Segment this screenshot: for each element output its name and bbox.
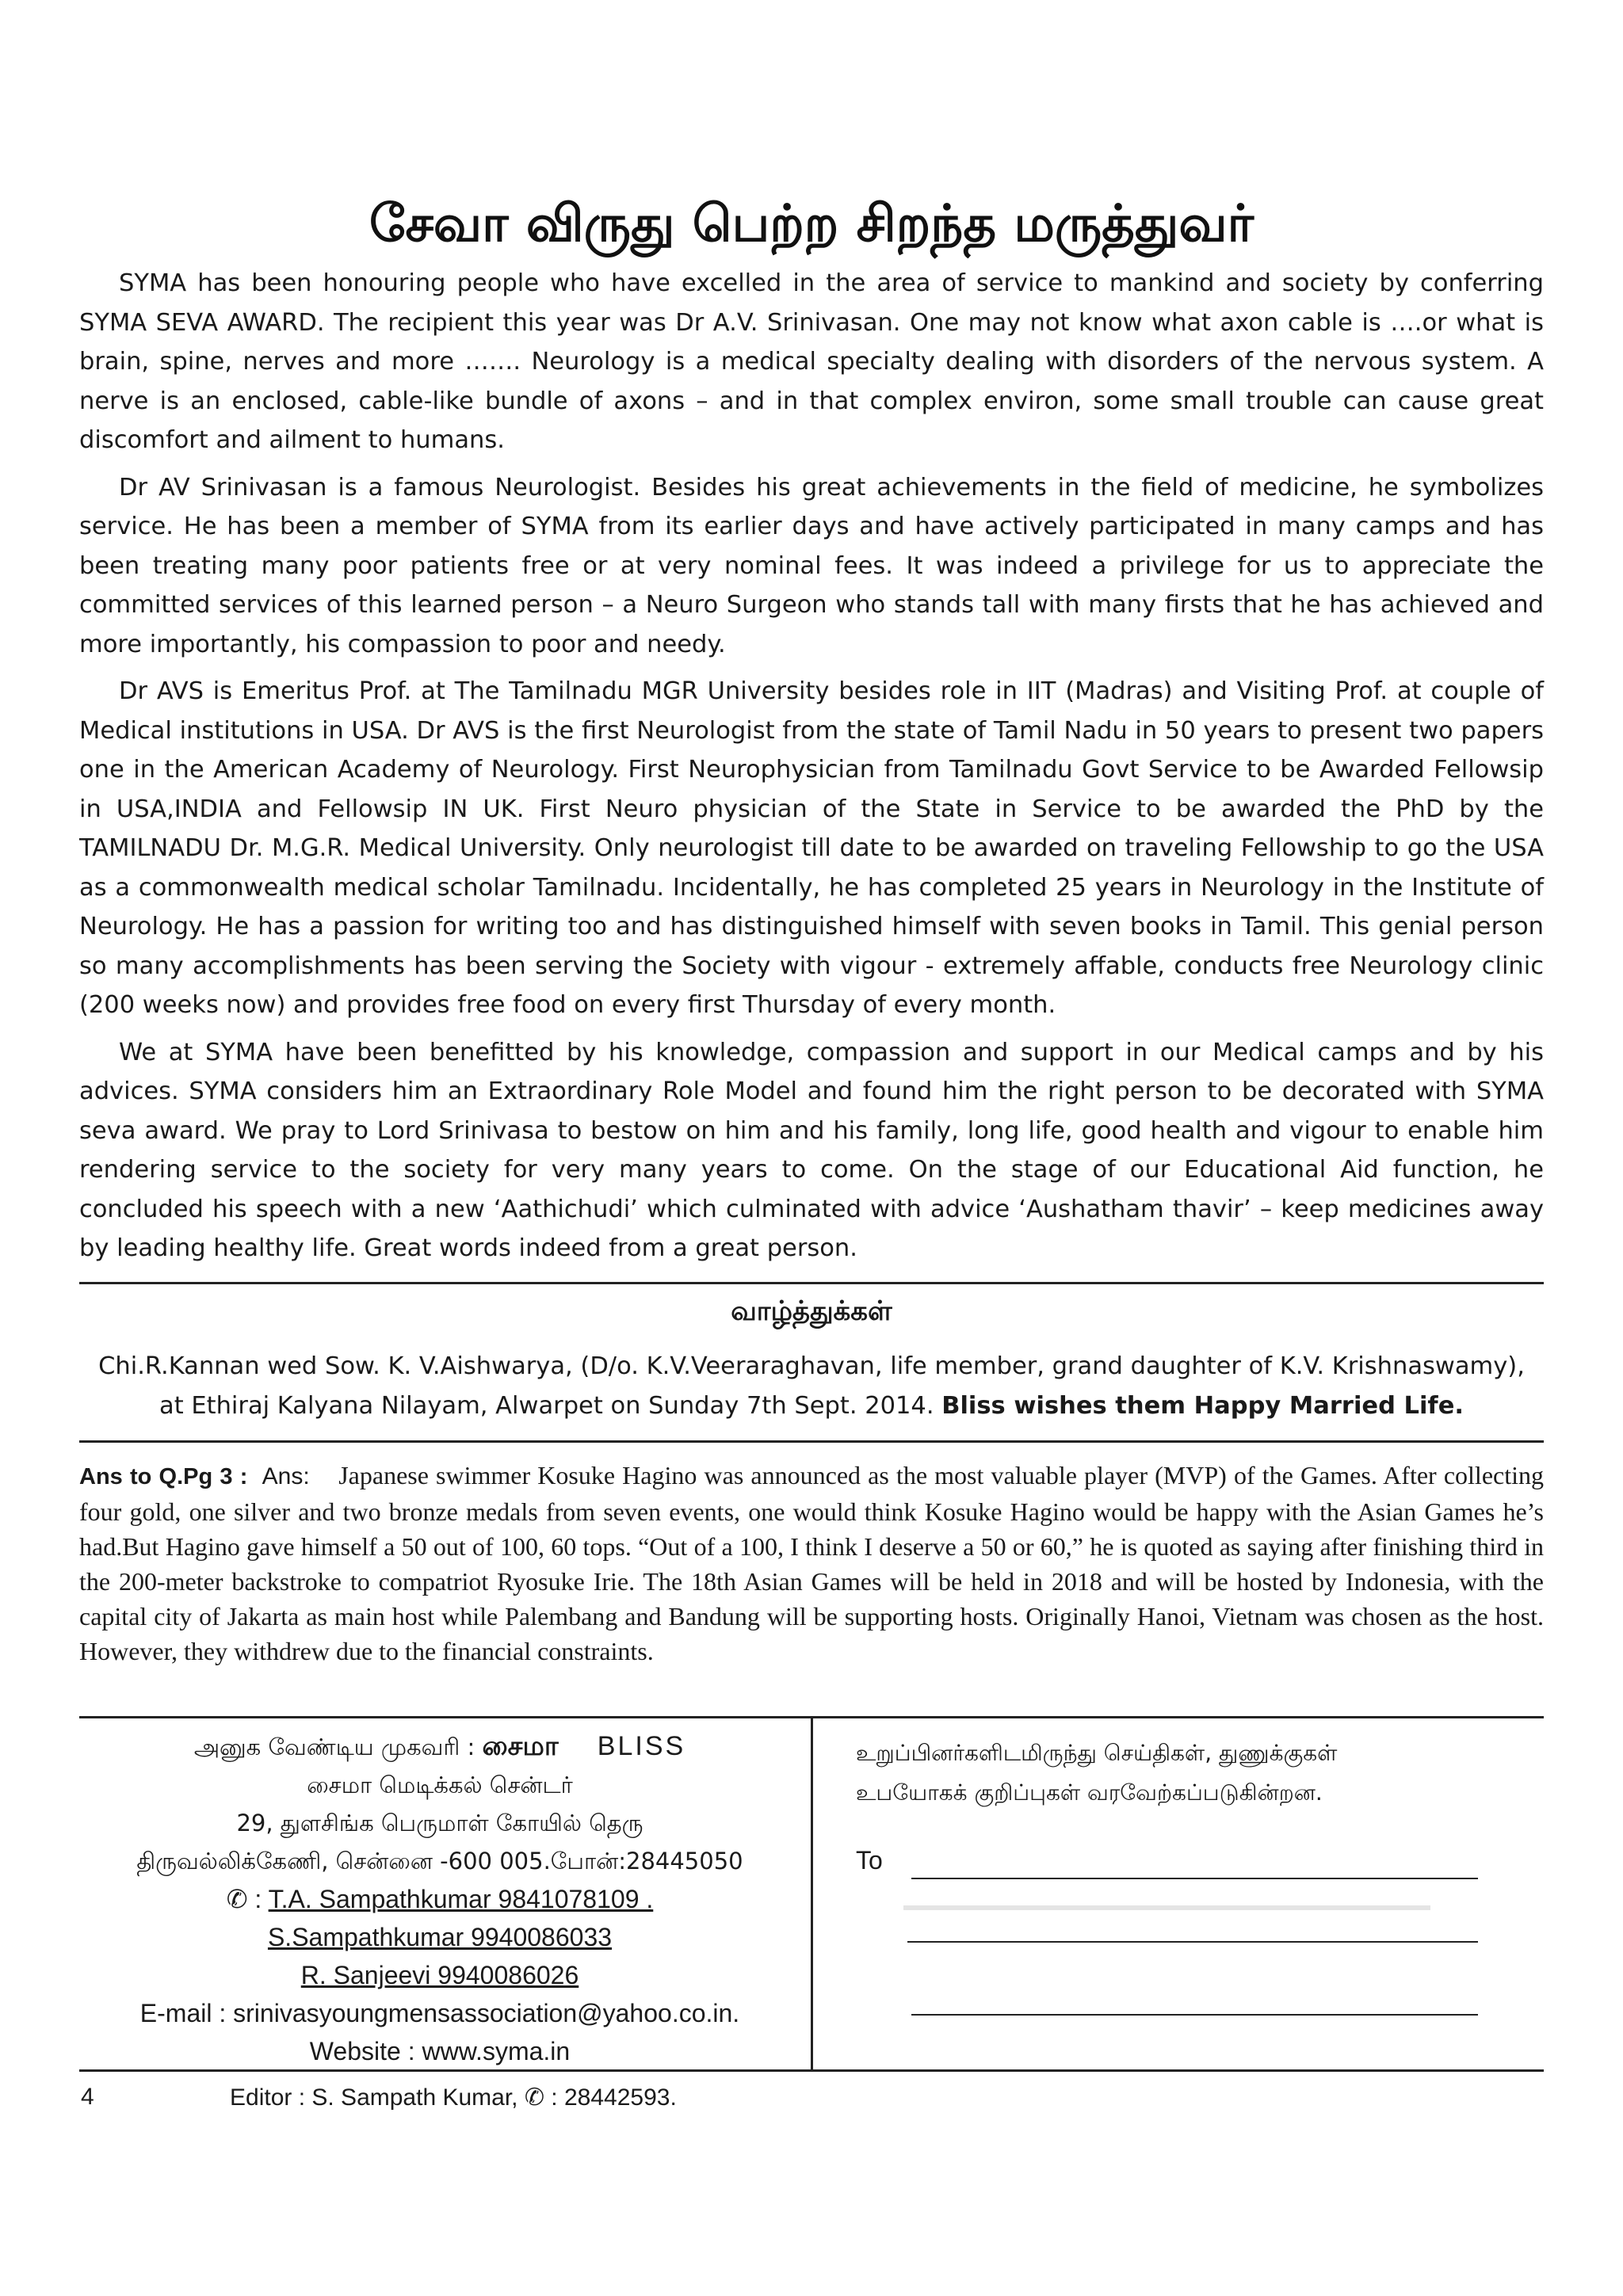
page-title: சேவா விருது பெற்ற சிறந்த மருத்துவர் [369,194,1254,254]
message-block [856,1733,1522,1813]
article-paragraph: SYMA has been honouring people who have excelled in the area of service to mankind and society by conferring SYMA SEVA AWARD. The recipient this year was Dr A.V. Srinivasan. One may not know what axon cable is ….or what is brain, spine, nerves and more ……. Neurology is a medical specialty dealing with disorders of the nervous system. A nerve is an enclosed, cable-like bundle of axons – and in that complex environ, some small trouble can cause great discomfort and ailment to humans. [79,269,1544,454]
address-line-blank [911,2014,1478,2016]
divider [79,1282,1544,1284]
article-paragraph: We at SYMA have been benefitted by his knowledge, compassion and support in our Medical camps and by his advices. SYMA considers him an Extraordinary Role Model and found him the right person to be decorated with SYMA seva award. We pray to Lord Srinivasa to bestow on him and his family, long life, good health and vigour to enable him rendering service to the society for very many years to come. On the stage of our Educational Aid function, he concluded his speech with a new ‘Aathichudi’ which culminated with advice ‘Aushatham thavir’ – keep medicines away by leading healthy life. Great words indeed from a great person. [79,1038,1544,1262]
to-label: To [856,1846,883,1875]
vertical-divider [811,1716,813,2069]
answer-label: Ans to Q.Pg 3 : [79,1464,248,1489]
page-number: 4 [81,2084,94,2110]
greetings-line: at Ethiraj Kalyana Nilayam, Alwarpet on Sunday 7th Sept. 2014. [159,1392,934,1420]
answer-word: Ans: [262,1463,310,1489]
brand-logo-text: BLISS [597,1731,686,1761]
contact-line [79,1880,800,1918]
greetings-title: வாழ்த்துக்கள் [731,1295,892,1327]
greetings-wish: Bliss wishes them Happy Married Life. [941,1392,1464,1420]
contact-name: S.Sampathkumar 9940086033 [267,1923,613,1951]
answer-block [79,1458,1544,1669]
address-prefix: அனுக வேண்டிய முகவரி : [193,1733,475,1760]
faint-line [903,1905,1430,1910]
email-text: E-mail : srinivasyoungmensassociation@yahoo.co.in. [139,1999,740,2027]
address-line-blank [911,1878,1478,1879]
article-paragraph: Dr AV Srinivasan is a famous Neurologist. Besides his great achievements in the field of medicine, he symbolizes service. He has been a member of SYMA from its earlier days and have actively participated in many camps and has been treating many poor patients free or at very nominal fees. It was indeed a privilege for us to appreciate the committed services of this learned person – a Neuro Surgeon who stands tall with many firsts that he has achieved and more importantly, his compassion to poor and needy. [79,473,1544,658]
address-line: 29, துளசிங்க பெருமாள் கோயில் தெரு [236,1810,643,1836]
address-line: சைமா மெடிக்கல் சென்டர் [307,1772,573,1798]
answer-text: Japanese swimmer Kosuke Hagino was announced as the most valuable player (MVP) of the Games. After collecting four gold, one silver and two bronze medals from seven events, one would think Kosuke Hagino would be happy with the Asian Games he’s had.But Hagino gave himself a 50 out of 100, 60 tops. “Out of a 100, I think I deserve a 50 or 60,” he is quoted as saying after finishing third in the 200-meter backstroke to compatriot Ryosuke Irie. The 18th Asian Games will be held in 2018 and will be hosted by Indonesia, with the capital city of Jakarta as main host while Palembang and Bandung will be supporting hosts. Originally Hanoi, Vietnam was chosen as the host. However, they withdrew due to the financial constraints. [79,1461,1545,1665]
contact-name: T.A. Sampathkumar 9841078109 . [268,1885,654,1913]
greetings-line-2 [79,1386,1544,1426]
divider [79,1440,1544,1443]
address-line-blank [907,1941,1478,1943]
message-line: உபயோகக் குறிப்புகள் வரவேற்கப்படுகின்றன. [856,1779,1323,1806]
greetings-line: Chi.R.Kannan wed Sow. K. V.Aishwarya, (D/o. K.V.Veeraraghavan, life member, grand daughter of K.V. Krishnaswamy), [98,1352,1525,1380]
brand-name: சைமா [482,1731,559,1761]
website-text: Website : www.syma.in [309,2037,571,2065]
message-line: உறுப்பினர்களிடமிருந்து செய்திகள், துணுக்குகள் [856,1740,1338,1766]
editor-credit: Editor : S. Sampath Kumar, ✆ : 28442593. [230,2084,677,2111]
divider [79,2069,1544,2072]
address-line: திருவல்லிக்கேணி, சென்னை -600 005.போன்:28445050 [136,1848,743,1875]
address-block [79,1727,800,2070]
contact-name: R. Sanjeevi 9940086026 [300,1961,579,1989]
greetings-text [79,1347,1544,1426]
article [79,264,1544,1276]
address-header [79,1727,800,1766]
article-paragraph: Dr AVS is Emeritus Prof. at The Tamilnadu MGR University besides role in IIT (Madras) and Visiting Prof. at couple of Medical institutions in USA. Dr AVS is the first Neurologist from the state of Tamil Nadu in 50 years to present two papers one in the American Academy of Neurology. First Neurophysician from Tamilnadu Govt Service to be Awarded Fellowsip in USA,INDIA and Fellowsip IN UK. First Neuro physician of the State in Service to be awarded the PhD by the TAMILNADU Dr. M.G.R. Medical University. Only neurologist till date to be awarded on traveling Fellowship to go the USA as a commonwealth medical scholar Tamilnadu. Incidentally, he has completed 25 years in Neurology in the Institute of Neurology. He has a passion for writing too and has distinguished himself with seven books in Tamil. This genial person so many accomplishments has been serving the Society with vigour - extremely affable, conducts free Neurology clinic (200 weeks now) and provides free food on every first Thursday of every month. [79,677,1544,1019]
phone-icon: ✆ : [226,1885,262,1913]
